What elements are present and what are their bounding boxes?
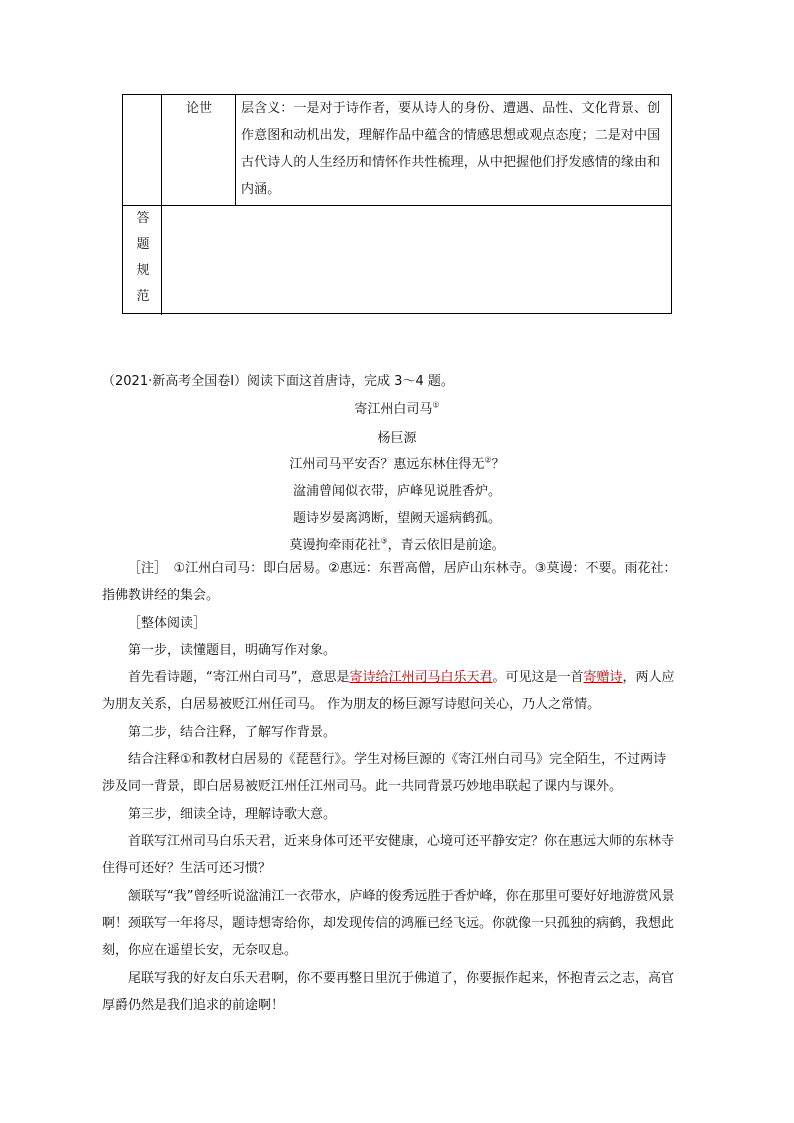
table-row1-text: 层含义：一是对于诗作者，要从诗人的身份、遭遇、品性、文化背景、创作意图和动机出发，理解作品中蕴含的情感思想或观点态度；二是对中国古代诗人的人生经历和情怀作共性梳理，从中把握他们抒发感情的缘由和内涵。 xyxy=(241,101,661,197)
highlight-text: 寄赠诗 xyxy=(583,670,623,685)
step3-para: 颈联写一年将尽，题诗想寄给你，却发现传信的鸿雁已经飞远。你就像一只孤独的病鹤，我想此刻，你应在遥望长安，无奈叹息。 xyxy=(102,916,675,958)
question-intro: （2021·新高考全国卷Ⅰ）阅读下面这首唐诗，完成 3～4 题。 xyxy=(102,374,454,389)
table-row2-label: 答 题 规 范 xyxy=(136,211,150,304)
table-divider xyxy=(235,95,236,205)
step3-para: 首联写江州司马白乐天君，近来身体可还平安健康，心境可还平静安定？你在惠远大师的东林寺住得可还好？生活可还习惯？ xyxy=(102,834,675,876)
step1-title: 第一步，读懂题目，明确写作对象。 xyxy=(128,643,337,658)
step3-para: 颔联写“我”曾经听说湓浦江一衣带水，庐峰的俊秀远胜于香炉峰，你在那里可要好好地游赏风景啊！ xyxy=(102,889,675,931)
highlight-text: 寄诗给江州司马白乐天君 xyxy=(349,670,493,685)
poem-line: 湓浦曾闻似衣带，庐峰见说胜香炉。 xyxy=(292,484,501,499)
poem-line: 莫谩拘牵雨花社③，青云依旧是前途。 xyxy=(289,536,505,553)
step2-title: 第二步，结合注释，了解写作背景。 xyxy=(128,725,337,740)
step1-text: 首先看诗题，“寄江州白司马”，意思是寄诗给江州司马白乐天君。可见这是一首寄赠诗，两人应为朋友关系，白居易被贬江州任司马。 作为朋友的杨巨源写诗慰问关心，乃人之常情。 xyxy=(102,670,675,712)
poem-notes: ［注］ ①江州白司马：即白居易。②惠远：东晋高僧，居庐山东林寺。③莫谩：不要。雨花社：指佛教讲经的集会。 xyxy=(102,561,677,603)
section-header: ［整体阅读］ xyxy=(128,616,207,631)
step2-text: 结合注释①和教材白居易的《琵琶行》。学生对杨巨源的《寄江州白司马》完全陌生，不过两诗涉及同一背景，即白居易被贬江州任江州司马。此一共同背景巧妙地串联起了课内与课外。 xyxy=(102,752,667,794)
step3-title: 第三步，细读全诗，理解诗歌大意。 xyxy=(128,807,337,822)
table-divider xyxy=(123,205,671,206)
poem-title: 寄江州白司马① xyxy=(354,400,440,417)
step3-para: 尾联写我的好友白乐天君啊，你不要再整日里沉于佛道了，你要振作起来，怀抱青云之志，高官厚爵仍然是我们追求的前途啊！ xyxy=(102,971,675,1013)
poem-line: 江州司马平安否？惠远东林住得无②？ xyxy=(289,455,505,472)
poem-line: 题诗岁晏离鸿断，望阙天遥病鹤孤。 xyxy=(292,511,501,526)
poem-author: 杨巨源 xyxy=(377,431,417,446)
table-row1-label: 论世 xyxy=(186,101,213,116)
